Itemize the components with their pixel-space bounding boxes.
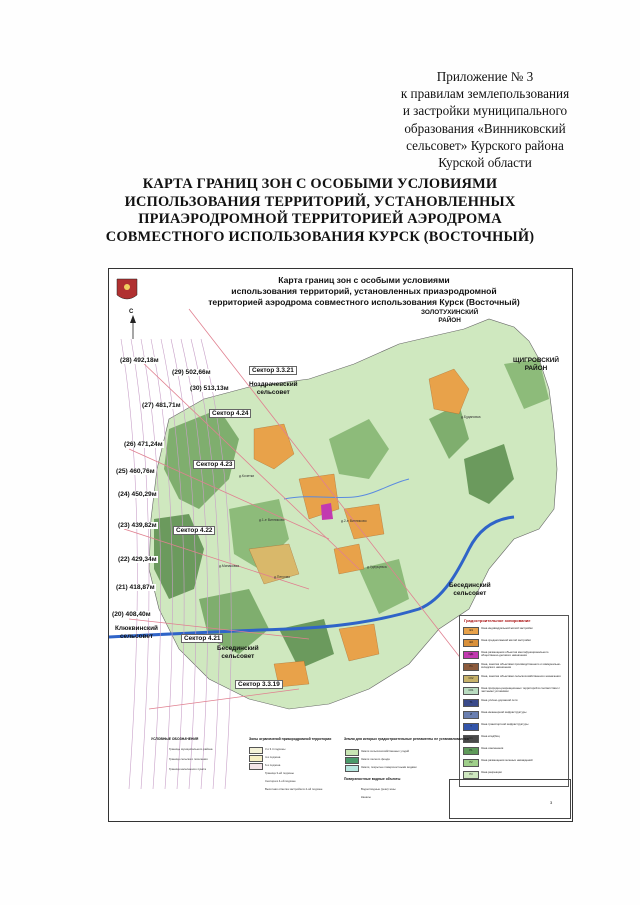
convention-item: Граница сельского поселения bbox=[169, 757, 208, 761]
altitude-label: (20) 408,40м bbox=[112, 611, 151, 618]
north-arrow-icon bbox=[130, 315, 136, 339]
map-title-line: использования территорий, установленных приаэродромной bbox=[231, 286, 497, 296]
legend-text: Зона природно-рекреационных территорий в соответствии с частными условиями bbox=[481, 687, 560, 694]
legend-title: Градостроительное зонирование bbox=[464, 618, 531, 623]
landuse-item: Земли, покрытые поверхностными водами bbox=[361, 765, 417, 769]
legend-text: Зона озеленения bbox=[481, 747, 504, 750]
title-line: ПРИАЭРОДРОМНОЙ ТЕРРИТОРИЕЙ АЭРОДРОМА bbox=[138, 211, 502, 227]
legend-swatch bbox=[249, 755, 263, 762]
village-label: д.Будановка bbox=[461, 415, 481, 419]
legend-text: Зона инженерной инфраструктуры bbox=[481, 711, 527, 714]
altitude-label: (27) 481,71м bbox=[142, 402, 181, 409]
council-name: сельсовет bbox=[221, 652, 255, 660]
restriction-item: 6-я подзона bbox=[265, 763, 281, 767]
legend-text: Зона кладбищ bbox=[481, 735, 500, 738]
legend-text: Зона размещения объектов многофункционального общественно-делового назначения bbox=[481, 651, 549, 658]
council-name: Бесединский bbox=[449, 582, 491, 589]
altitude-label: (29) 502,66м bbox=[172, 369, 211, 376]
legend-row bbox=[463, 698, 567, 706]
appendix-line: образования «Винниковский bbox=[404, 120, 566, 136]
village-label: д.Петрово bbox=[274, 575, 291, 579]
water-item: Каналы bbox=[361, 795, 371, 799]
restriction-item: 4-я подзона bbox=[265, 755, 281, 759]
convention-item: Границы муниципального района bbox=[169, 747, 213, 751]
legend-swatch: И bbox=[463, 711, 479, 719]
legend-swatch: СХ1 bbox=[463, 687, 479, 695]
legend-swatch bbox=[345, 757, 359, 764]
council-name: сельсовет bbox=[256, 388, 290, 396]
legend-swatch: Т bbox=[463, 723, 479, 731]
legend-text: Зона, занятая объектами производственного и коммунально-складского назначения bbox=[481, 663, 561, 670]
council-label bbox=[449, 582, 491, 597]
legend-text: Зона улично-дорожной сети bbox=[481, 699, 518, 702]
legend-text: Зона размещения зеленых насаждений bbox=[481, 759, 533, 762]
sector-label: Сектор 4.21 bbox=[181, 634, 223, 643]
north-label: С bbox=[129, 309, 134, 315]
council-name: Бесединский bbox=[217, 645, 259, 652]
title-line: ИСПОЛЬЗОВАНИЯ ТЕРРИТОРИЙ, УСТАНОВЛЕННЫХ bbox=[124, 193, 516, 210]
water-title: Поверхностные водные объекты bbox=[344, 777, 401, 781]
map-sheet bbox=[108, 268, 573, 822]
legend-row bbox=[463, 650, 567, 658]
coat-of-arms-icon bbox=[117, 279, 137, 299]
landuse-item: Земли сельскохозяйственных угодий bbox=[361, 749, 410, 753]
title-line: КАРТА ГРАНИЦ ЗОН С ОСОБЫМИ УСЛОВИЯМИ bbox=[142, 176, 498, 192]
legend-swatch: С1 bbox=[463, 735, 479, 743]
legend-swatch: Т1 bbox=[463, 699, 479, 707]
title-block-stamp bbox=[449, 779, 571, 819]
legend-text: Зона транспортной инфраструктуры bbox=[481, 723, 529, 726]
appendix-line: к правилам землепользования bbox=[400, 86, 570, 102]
village-label: д.2-е Винниково bbox=[341, 519, 367, 523]
council-label bbox=[249, 381, 298, 396]
legend-row bbox=[463, 674, 567, 682]
landuse-item: Земли лесного фонда bbox=[361, 757, 390, 761]
council-label bbox=[115, 625, 158, 640]
district-name: РАЙОН bbox=[524, 364, 548, 372]
legend-swatch: Р2 bbox=[463, 759, 479, 767]
legend-text: Зона рекреации bbox=[481, 771, 502, 774]
council-name: сельсовет bbox=[119, 632, 153, 640]
legend-swatch bbox=[249, 763, 263, 770]
council-label bbox=[217, 645, 259, 660]
legend-swatch bbox=[345, 749, 359, 756]
legend-swatch bbox=[249, 747, 263, 754]
district-name: РАЙОН bbox=[438, 316, 461, 324]
legend-text: Зона индивидуальной жилой застройки bbox=[481, 627, 533, 630]
altitude-label: (26) 471,24м bbox=[124, 441, 163, 448]
restriction-item: 3 и 3.4 подзоны bbox=[265, 747, 286, 751]
district-label bbox=[513, 357, 559, 372]
district-name: ЗОЛОТУХИНСКИЙ bbox=[421, 309, 479, 316]
altitude-label: (28) 492,18м bbox=[120, 357, 159, 364]
title-line: СОВМЕСТНОГО ИСПОЛЬЗОВАНИЯ КУРСК (ВОСТОЧНЫЙ) bbox=[105, 228, 535, 245]
legend-swatch: СХ2 bbox=[463, 675, 479, 683]
legend-swatch: Р3 bbox=[463, 771, 479, 779]
water-item: Водоотводные (реки) зоны bbox=[361, 787, 396, 791]
restriction-title: Зоны ограничений приаэродромной территории bbox=[249, 737, 332, 741]
altitude-label: (30) 513,13м bbox=[190, 385, 229, 392]
legend-row bbox=[463, 722, 567, 730]
map-title-line: Карта границ зон с особыми условиями bbox=[278, 275, 450, 285]
appendix-line: сельсовет» Курского района bbox=[406, 137, 564, 153]
council-name: сельсовет bbox=[453, 589, 487, 597]
sector-label: Сектор 4.22 bbox=[173, 526, 215, 535]
council-name: Клюквинский bbox=[115, 625, 158, 632]
sheet-number: 3 bbox=[550, 800, 553, 805]
sector-label: Сектор 3.3.19 bbox=[235, 680, 283, 689]
sector-label: Сектор 4.23 bbox=[193, 460, 235, 469]
district-name: ЩИГРОВСКИЙ bbox=[513, 357, 559, 364]
restriction-item: Высотная отметка застройки в 4-ой подзоне bbox=[265, 787, 323, 791]
altitude-label: (21) 418,87м bbox=[116, 584, 155, 591]
legend-row bbox=[463, 638, 567, 646]
altitude-label: (25) 460,76м bbox=[116, 468, 155, 475]
altitude-label: (24) 450,29м bbox=[118, 491, 157, 498]
legend-text: Зона, занятая объектами сельскохозяйственного назначения bbox=[481, 675, 561, 678]
legend-row bbox=[463, 710, 567, 718]
legend-swatch: Ж1 bbox=[463, 627, 479, 635]
legend-row bbox=[463, 662, 567, 670]
legend-swatch: ОД1 bbox=[463, 651, 479, 659]
conventions-title: УСЛОВНЫЕ ОБОЗНАЧЕНИЯ bbox=[151, 737, 199, 741]
restriction-item: Граница 3-ей подзоны bbox=[265, 771, 294, 775]
legend-row bbox=[463, 686, 567, 694]
altitude-label: (23) 439,82м bbox=[118, 522, 157, 529]
convention-item: Граница населенного пункта bbox=[169, 767, 207, 771]
sector-label: Сектор 4.24 bbox=[209, 409, 251, 418]
district-label bbox=[421, 309, 478, 324]
council-name: Ноздрачевский bbox=[249, 381, 298, 388]
village-label: д.1-е Винниково bbox=[259, 518, 285, 522]
document-title bbox=[60, 176, 580, 246]
appendix-line: Приложение № 3 bbox=[436, 69, 534, 84]
map-title bbox=[169, 275, 559, 308]
village-label: д.Удерцевка bbox=[367, 565, 387, 569]
landuse-title: Земли для которых градостроительные регламенты не устанавливаются bbox=[344, 737, 469, 741]
altitude-label: (22) 429,34м bbox=[118, 556, 157, 563]
legend-swatch: Ж2 bbox=[463, 639, 479, 647]
appendix-line: Курской области bbox=[438, 155, 532, 171]
map-title-line: территорией аэродрома совместного использования Курск (Восточный) bbox=[208, 297, 520, 307]
legend-swatch bbox=[345, 765, 359, 772]
legend-text: Зона среднеэтажной жилой застройки bbox=[481, 639, 531, 642]
appendix-line: и застройки муниципального bbox=[402, 103, 568, 119]
legend-row bbox=[463, 626, 567, 634]
legend-swatch: П1 bbox=[463, 663, 479, 671]
village-label: д.Минаковка bbox=[219, 564, 240, 568]
sector-label: Сектор 3.3.21 bbox=[249, 366, 297, 375]
public-zone bbox=[321, 503, 333, 520]
village-label: д.Кочетки bbox=[239, 474, 255, 478]
legend-swatch: Р1 bbox=[463, 747, 479, 755]
restriction-item: Сектора в 4-ой подзоне bbox=[265, 779, 296, 783]
appendix-header bbox=[360, 68, 610, 171]
